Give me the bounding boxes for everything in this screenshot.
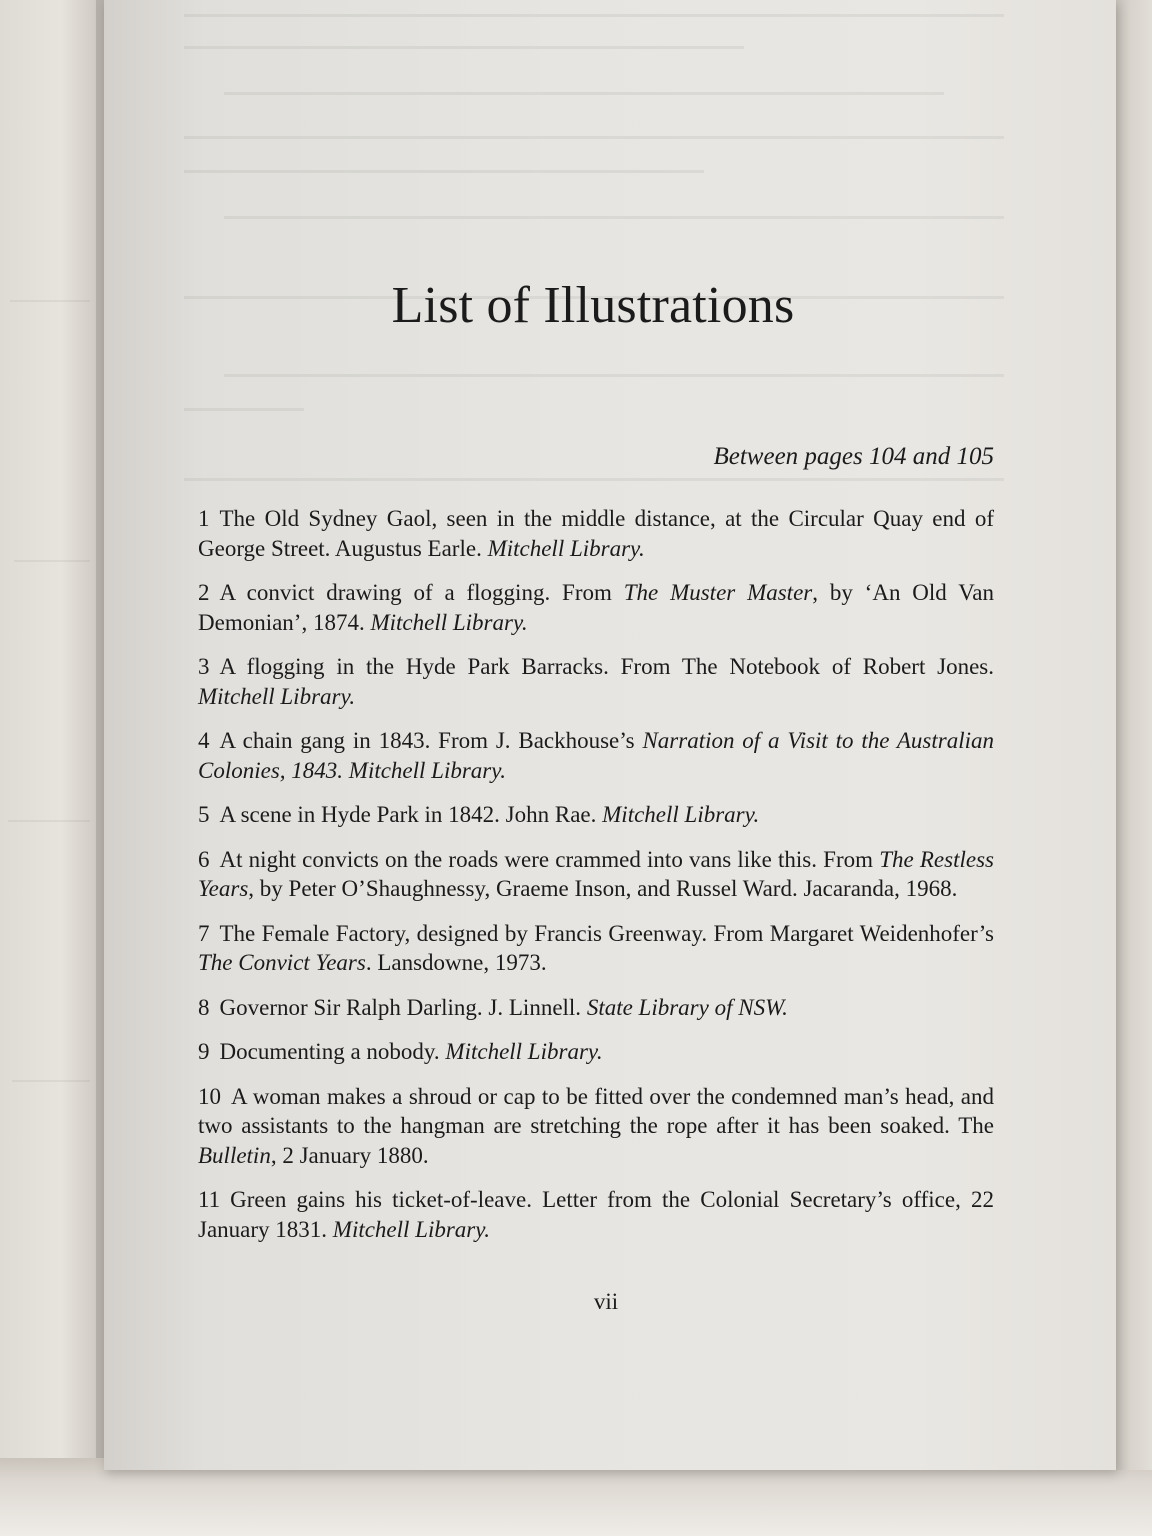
entry-text: A woman makes a shroud or cap to be fitted over the condemned man’s head, and two assistants to the hangman are stretching the rope after it has been soaked. The xyxy=(198,1083,994,1138)
entry-text: The Female Factory, designed by Francis Greenway. From Margaret Weidenhofer’s xyxy=(219,920,994,946)
entry-number: 3 xyxy=(198,654,210,679)
entry-text: Documenting a nobody. xyxy=(219,1039,446,1064)
entry-italic-text: Mitchell Library. xyxy=(445,1039,603,1064)
illustration-entry xyxy=(198,652,994,711)
entry-italic-text: The Convict Years xyxy=(198,950,366,975)
entry-text: A convict drawing of a flogging. From xyxy=(219,580,624,605)
illustration-entry xyxy=(198,800,994,830)
entry-text: A chain gang in 1843. From J. Backhouse’s xyxy=(219,728,643,753)
entry-text: , 2 January 1880. xyxy=(270,1142,429,1168)
entry-number: 11 xyxy=(198,1187,221,1212)
entry-text: At night convicts on the roads were crammed into vans like this. From xyxy=(219,846,880,872)
entry-italic-text: The Restless Years xyxy=(198,846,994,901)
entry-number: 2 xyxy=(198,580,210,605)
entry-number: 6 xyxy=(198,846,210,872)
section-heading: Between pages 104 and 105 xyxy=(713,443,994,470)
entry-italic-text: Mitchell Library. xyxy=(198,683,356,709)
entry-number: 1 xyxy=(198,506,210,531)
illustration-entry xyxy=(198,1185,994,1244)
entry-text: . Lansdowne, 1973. xyxy=(365,950,547,975)
illustration-entry xyxy=(198,504,994,563)
book-page xyxy=(104,0,1116,1470)
entry-italic-text: Narration of a Visit to the Australian Colonies, 1843. Mitchell Library. xyxy=(198,728,995,783)
entry-text: A scene in Hyde Park in 1842. John Rae. xyxy=(219,802,603,827)
entry-text: , by ‘An Old Van Demonian’, 1874. xyxy=(198,580,994,635)
entry-number: 9 xyxy=(198,1039,210,1064)
illustration-list xyxy=(198,504,994,1259)
entry-italic-text: Mitchell Library. xyxy=(332,1216,490,1242)
page-edge xyxy=(1116,0,1152,1470)
page-title: List of Illustrations xyxy=(391,277,795,334)
entry-text: Governor Sir Ralph Darling. J. Linnell. xyxy=(219,994,587,1020)
entry-text: The Old Sydney Gaol, seen in the middle distance, at the Circular Quay end of George Street. Augustus Earle. xyxy=(198,506,994,561)
entry-number: 10 xyxy=(198,1083,221,1109)
entry-text: , by Peter O’Shaughnessy, Graeme Inson, and Russel Ward. Jacaranda, 1968. xyxy=(248,876,958,901)
entry-italic-text: Mitchell Library. xyxy=(487,535,645,561)
illustration-entry xyxy=(198,919,994,978)
entry-italic-text: Bulletin xyxy=(198,1142,271,1168)
entry-text: A flogging in the Hyde Park Barracks. From The Notebook of Robert Jones. xyxy=(219,654,994,679)
facing-page xyxy=(0,0,110,1536)
entry-italic-text: Mitchell Library. xyxy=(370,609,528,635)
illustration-entry xyxy=(198,1082,994,1171)
page-content xyxy=(198,0,998,1470)
entry-italic-text: Mitchell Library. xyxy=(602,802,760,827)
entry-number: 4 xyxy=(198,728,210,753)
illustration-entry xyxy=(198,1037,994,1067)
entry-text: Green gains his ticket-of-leave. Letter from the Colonial Secretary’s office, 22 January 1831. xyxy=(198,1187,994,1242)
entry-italic-text: State Library of NSW. xyxy=(586,994,788,1020)
illustration-entry xyxy=(198,578,994,637)
illustration-entry xyxy=(198,993,994,1023)
entry-number: 7 xyxy=(198,920,210,946)
entry-number: 8 xyxy=(198,994,210,1020)
entry-number: 5 xyxy=(198,802,210,827)
illustration-entry xyxy=(198,726,994,785)
entry-italic-text: The Muster Master xyxy=(623,580,813,605)
page-number: vii xyxy=(593,1289,619,1314)
illustration-entry xyxy=(198,845,994,904)
